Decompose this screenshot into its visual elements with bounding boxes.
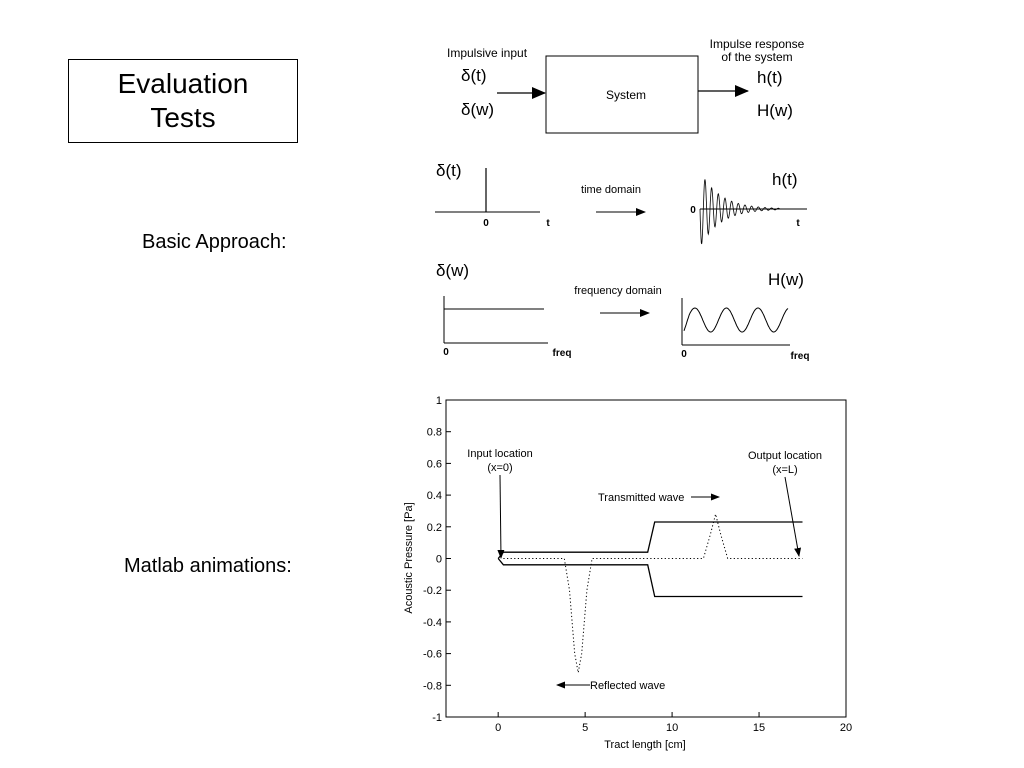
fd-input-zero: 0 bbox=[443, 347, 449, 358]
time-domain-row bbox=[435, 161, 807, 244]
y-tick-label: -0.6 bbox=[423, 648, 442, 661]
series-tract-upper-wall bbox=[498, 522, 802, 559]
matlab-animations-label: Matlab animations: bbox=[124, 555, 292, 577]
series-pressure-wave bbox=[503, 514, 802, 673]
fd-resonance-curve bbox=[684, 308, 788, 332]
td-input-t: t bbox=[546, 218, 550, 229]
title-line-1: Evaluation bbox=[117, 68, 249, 99]
block-diagram bbox=[447, 37, 805, 133]
fd-output-label: H(w) bbox=[768, 270, 804, 289]
td-input-zero: 0 bbox=[483, 218, 489, 229]
title-line-2: Tests bbox=[150, 102, 216, 133]
y-tick-label: 0.4 bbox=[426, 490, 442, 503]
x-tick-label: 0 bbox=[495, 722, 502, 734]
td-output-label: h(t) bbox=[772, 170, 798, 189]
input-location-x: (x=0) bbox=[487, 462, 513, 474]
x-tick-label: 20 bbox=[839, 722, 853, 734]
series-tract-lower-wall bbox=[498, 559, 802, 597]
impulse-response-caption-1: Impulse response bbox=[709, 37, 805, 51]
x-tick-label: 15 bbox=[752, 722, 766, 734]
transmitted-wave-label: Transmitted wave bbox=[598, 492, 685, 504]
td-input-label: δ(t) bbox=[436, 161, 462, 180]
output-location-label: Output location bbox=[748, 450, 822, 462]
input-location-arrow bbox=[500, 475, 501, 558]
td-output-t: t bbox=[796, 218, 800, 229]
freq-domain-row bbox=[436, 261, 809, 362]
input-location-label: Input location bbox=[467, 448, 533, 460]
td-decaying-oscillation bbox=[700, 179, 780, 244]
fd-input-label: δ(w) bbox=[436, 261, 470, 280]
x-tick-label: 5 bbox=[582, 722, 589, 734]
y-tick-label: -1 bbox=[432, 712, 442, 724]
y-tick-label: -0.2 bbox=[423, 585, 442, 598]
system-label: System bbox=[605, 88, 647, 102]
matlab-plot bbox=[403, 395, 852, 751]
fd-output-zero: 0 bbox=[681, 349, 687, 360]
y-tick-label: 0.6 bbox=[426, 458, 442, 471]
output-h-w: H(w) bbox=[757, 101, 793, 120]
fd-input-freq: freq bbox=[552, 348, 572, 359]
output-location-x: (x=L) bbox=[772, 464, 798, 476]
y-tick-label: 1 bbox=[435, 395, 442, 407]
input-delta-w: δ(w) bbox=[461, 100, 495, 119]
y-tick-label: 0.8 bbox=[426, 426, 442, 439]
input-delta-t: δ(t) bbox=[461, 66, 487, 85]
output-h-t: h(t) bbox=[757, 68, 783, 87]
x-axis-label: Tract length [cm] bbox=[604, 739, 686, 751]
y-axis-label: Acoustic Pressure [Pa] bbox=[403, 502, 415, 614]
y-tick-label: -0.4 bbox=[423, 616, 442, 629]
x-tick-label: 10 bbox=[665, 722, 679, 734]
td-output-zero: 0 bbox=[690, 205, 696, 216]
fd-arrow-label: frequency domain bbox=[574, 285, 662, 297]
impulse-response-caption-2: of the system bbox=[721, 50, 793, 64]
impulsive-input-caption: Impulsive input bbox=[447, 46, 528, 60]
fd-output-freq: freq bbox=[790, 351, 810, 362]
output-location-arrow bbox=[785, 477, 799, 556]
y-tick-label: -0.8 bbox=[423, 680, 442, 693]
reflected-wave-label: Reflected wave bbox=[590, 680, 666, 692]
td-arrow-label: time domain bbox=[581, 184, 641, 196]
plot-series bbox=[498, 514, 802, 673]
y-tick-label: 0.2 bbox=[426, 521, 442, 534]
y-tick-label: 0 bbox=[435, 553, 442, 566]
basic-approach-label: Basic Approach: bbox=[142, 231, 287, 253]
